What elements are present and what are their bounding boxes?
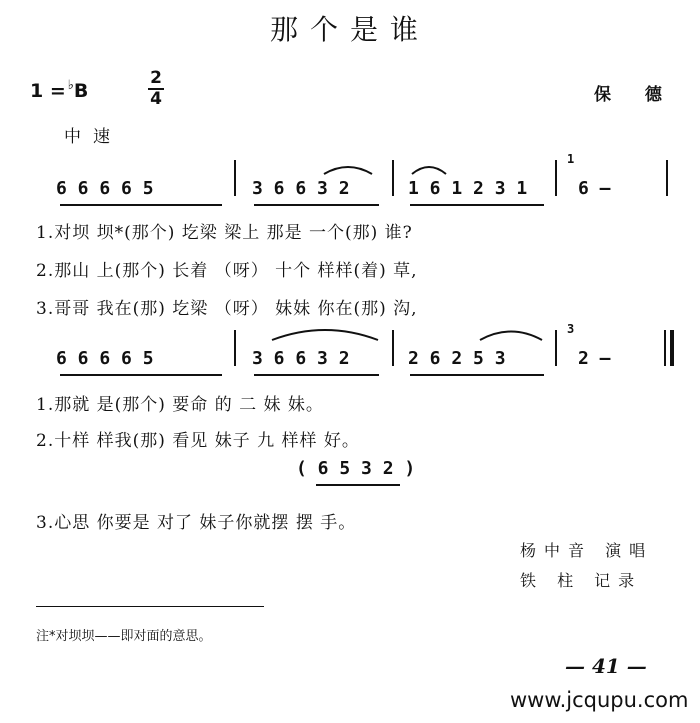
tempo-marking: 中速: [64, 127, 122, 147]
slur-2: [410, 164, 448, 176]
key-prefix: 1 =: [30, 80, 66, 102]
time-top: 2: [150, 68, 162, 88]
lyric-verse-1: 1.对坝 坝*(那个) 圪梁 梁上 那是 一个(那) 谁?: [36, 223, 413, 243]
lyric-verse-3b: 3.心思 你要是 对了 妹子你就摆 摆 手。: [36, 513, 357, 533]
key-signature: [30, 78, 88, 102]
recorder-credit: 铁 柱 记录: [520, 571, 643, 590]
slur-1: [322, 164, 374, 176]
flat-symbol: ♭: [67, 78, 74, 93]
lyric-verse-1b: 1.那就 是(那个) 要命 的 二 妹 妹。: [36, 395, 324, 415]
footnote: 注*对坝坝——即对面的意思。: [36, 629, 212, 644]
time-signature: [148, 70, 164, 108]
slur-4: [478, 328, 544, 342]
footnote-divider: [36, 606, 264, 607]
collector-top: 保 德: [594, 85, 676, 105]
key-note: B: [73, 80, 89, 102]
interlude-notes: ( 6 5 3 2 ): [296, 458, 416, 479]
lyric-verse-3: 3.哥哥 我在(那) 圪梁 （呀） 妹妹 你在(那) 沟,: [36, 299, 418, 319]
lyric-verse-2: 2.那山 上(那个) 长着 （呀） 十个 样样(着) 草,: [36, 261, 418, 281]
measure-1-2: 3 6 6 3 2: [252, 178, 350, 199]
song-title: 那个是谁: [269, 13, 430, 46]
singer-credit: 杨中音 演唱: [520, 541, 654, 560]
measure-1-4: 6 —: [578, 178, 611, 199]
slur-3: [270, 326, 380, 342]
time-bottom: 4: [150, 89, 162, 109]
measure-1-3: 1 6 1 2 3 1: [408, 178, 528, 199]
measure-2-2: 3 6 6 3 2: [252, 348, 350, 369]
measure-2-3: 2 6 2 5 3: [408, 348, 506, 369]
page-number: — 41 —: [565, 654, 647, 678]
measure-1-1: 6 6 6 6 5: [56, 178, 154, 199]
measure-2-4: 2 —: [578, 348, 611, 369]
measure-2-1: 6 6 6 6 5: [56, 348, 154, 369]
lyric-verse-2b: 2.十样 样我(那) 看见 妹子 九 样样 好。: [36, 431, 360, 451]
grace-note-1: 1: [567, 152, 575, 166]
grace-note-2: 3: [567, 322, 575, 336]
website-watermark[interactable]: www.jcqupu.com: [510, 688, 689, 712]
